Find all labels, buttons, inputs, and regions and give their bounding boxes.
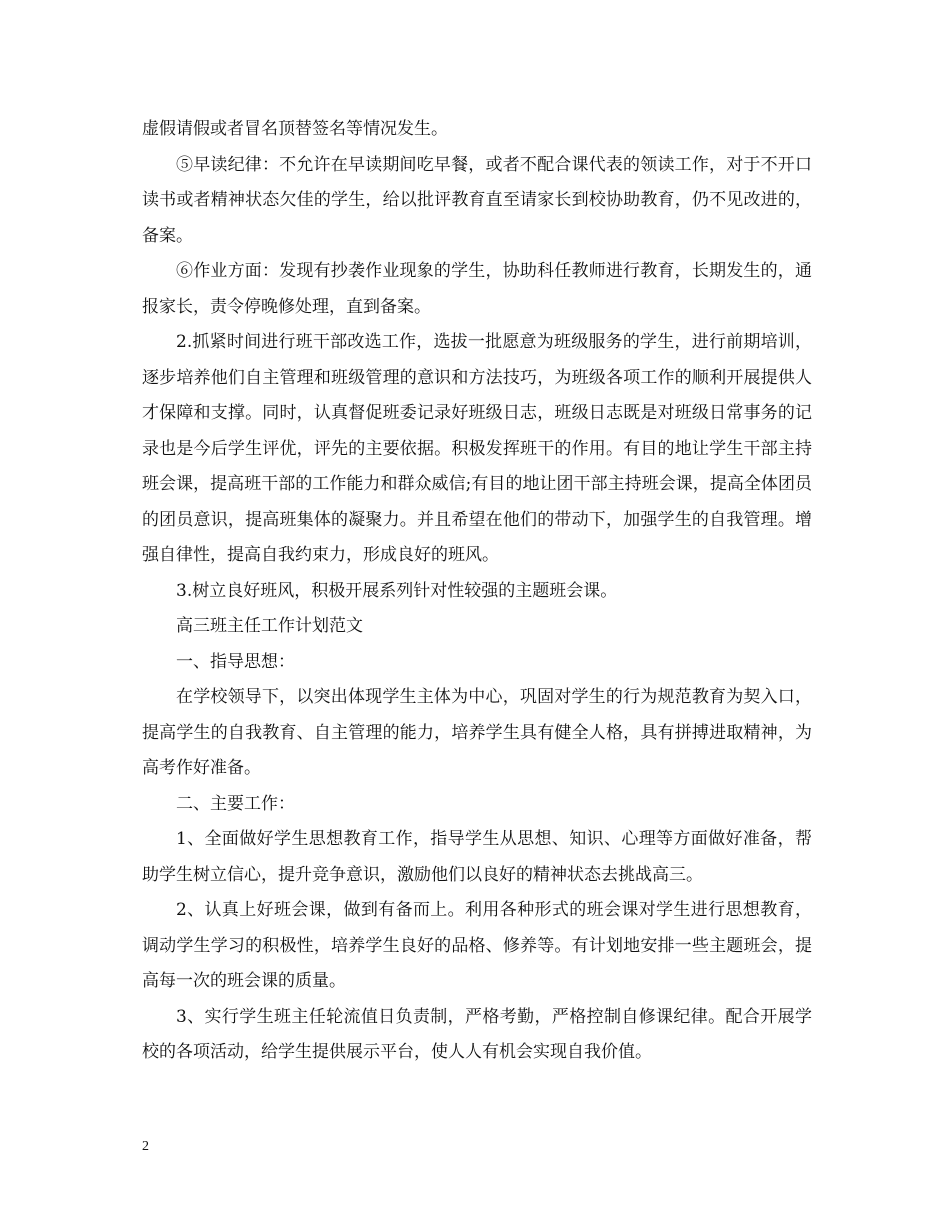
heading-guiding-ideology: 一、指导思想： bbox=[176, 651, 295, 672]
paragraph-guiding-ideology: 在学校领导下，以突出体现学生主体为中心，巩固对学生的行为规范教育为契入口，提高学生的自我教育、自主管理的能力，培养学生具有健全人格，具有拼搏进取精神，为高考作好准备。 bbox=[142, 687, 812, 778]
section-title: 高三班主任工作计划范文 bbox=[176, 616, 363, 636]
paragraph-class-style: 3.树立良好班风，积极开展系列针对性较强的主题班会课。 bbox=[176, 580, 618, 601]
paragraph-work-item-2: 2、认真上好班会课，做到有备而上。利用各种形式的班会课对学生进行思想教育，调动学生学习的积极性，培养学生良好的品格、修养等。有计划地安排一些主题班会，提高每一次的班会课的质量。 bbox=[142, 900, 812, 991]
paragraph-work-item-3: 3、实行学生班主任轮流值日负责制，严格考勤，严格控制自修课纪律。配合开展学校的各项活动，给学生提供展示平台，使人人有机会实现自我价值。 bbox=[142, 1006, 812, 1062]
paragraph-continuation: 虚假请假或者冒名顶替签名等情况发生。 bbox=[142, 119, 448, 139]
paragraph-work-item-1: 1、全面做好学生思想教育工作，指导学生从思想、知识、心理等方面做好准备，帮助学生树立信心，提升竞争意识，激励他们以良好的精神状态去挑战高三。 bbox=[142, 829, 812, 885]
paragraph-morning-reading-discipline: ⑤早读纪律：不允许在早读期间吃早餐，或者不配合课代表的领读工作，对于不开口读书或者精神状态欠佳的学生，给以批评教育直至请家长到校协助教育，仍不见改进的，备案。 bbox=[142, 154, 812, 246]
heading-main-work: 二、主要工作： bbox=[176, 793, 295, 814]
paragraph-homework: ⑥作业方面：发现有抄袭作业现象的学生，协助科任教师进行教育，长期发生的，通报家长，责令停晚修处理，直到备案。 bbox=[142, 261, 812, 317]
document-body bbox=[142, 112, 812, 1071]
page-number: 2 bbox=[142, 1139, 149, 1154]
paragraph-class-cadre-election: 2.抓紧时间进行班干部改选工作，选拔一批愿意为班级服务的学生，进行前期培训，逐步培养他们自主管理和班级管理的意识和方法技巧，为班级各项工作的顺利开展提供人才保障和支撑。同时，认真督促班委记录好班级日志，班级日志既是对班级日常事务的记录也是今后学生评优，评先的主要依据。积极发挥班干的作用。有目的地让学生干部主持班会课，提高班干部的工作能力和群众威信;有目的地让团干部主持班会课，提高全体团员的团员意识，提高班集体的凝聚力。并且希望在他们的带动下，加强学生的自我管理。增强自律性，提高自我约束力，形成良好的班风。 bbox=[142, 332, 812, 565]
